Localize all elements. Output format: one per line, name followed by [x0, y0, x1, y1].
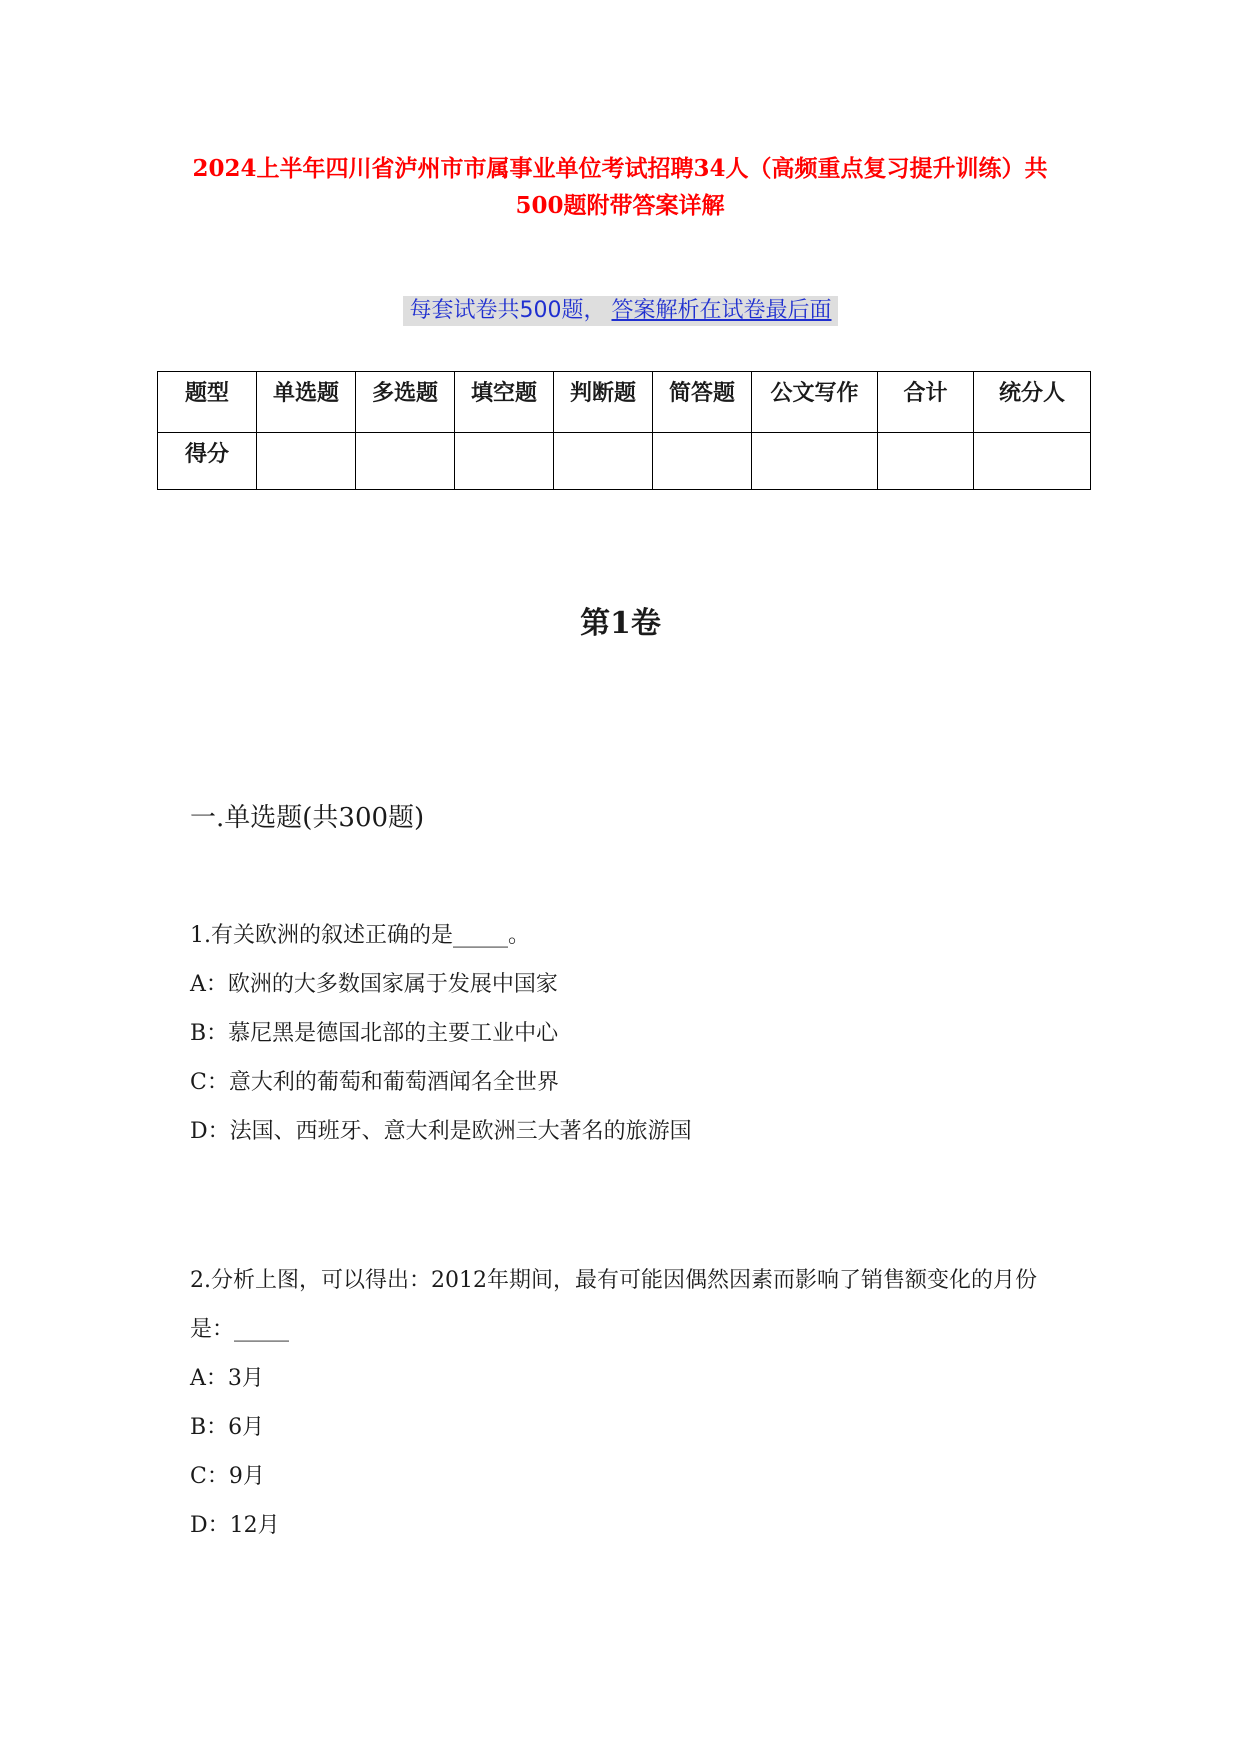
score-table-header-row: [158, 372, 1091, 433]
score-cell: [356, 433, 455, 490]
header-cell-scorer: 统分人: [974, 372, 1091, 433]
volume-title: 第1卷: [580, 606, 661, 641]
question-stem: 1.有关欧洲的叙述正确的是_____。: [190, 923, 530, 948]
document-title: 2024上半年四川省泸州市市属事业单位考试招聘34人（高频重点复习提升训练）共500题附带答案详解: [192, 155, 1048, 219]
header-cell-short-answer: 简答题: [653, 372, 752, 433]
option-d: D：法国、西班牙、意大利是欧洲三大著名的旅游国: [190, 1119, 692, 1144]
question-2: [190, 1256, 1070, 1550]
header-cell-true-false: 判断题: [554, 372, 653, 433]
option-b: B：慕尼黑是德国北部的主要工业中心: [190, 1021, 559, 1046]
option-c: C：意大利的葡萄和葡萄酒闻名全世界: [190, 1070, 559, 1095]
subtitle-part1: 每套试卷共500题，: [406, 296, 608, 326]
option-a: A：欧洲的大多数国家属于发展中国家: [190, 972, 558, 997]
section-title: 一.单选题(共300题): [190, 803, 425, 833]
question-stem: 2.分析上图，可以得出：2012年期间，最有可能因偶然因素而影响了销售额变化的月份是：_____: [190, 1268, 1037, 1342]
score-cell: [653, 433, 752, 490]
score-cell: [554, 433, 653, 490]
score-cell: [455, 433, 554, 490]
score-table: [157, 371, 1091, 490]
option-a: A：3月: [190, 1366, 264, 1391]
option-c: C：9月: [190, 1464, 265, 1489]
score-row-label: 得分: [158, 433, 257, 490]
header-cell-fill-blank: 填空题: [455, 372, 554, 433]
score-cell: [878, 433, 974, 490]
score-table-score-row: [158, 433, 1091, 490]
subtitle-banner: [0, 296, 1241, 326]
header-cell-type: 题型: [158, 372, 257, 433]
score-cell: [752, 433, 878, 490]
subtitle-text: [403, 296, 837, 326]
option-b: B：6月: [190, 1415, 265, 1440]
header-cell-single-choice: 单选题: [257, 372, 356, 433]
score-cell: [257, 433, 356, 490]
header-cell-multi-choice: 多选题: [356, 372, 455, 433]
header-cell-total: 合计: [878, 372, 974, 433]
score-cell: [974, 433, 1091, 490]
question-1: [190, 911, 1070, 1156]
subtitle-part2: 答案解析在试卷最后面: [608, 296, 834, 326]
header-cell-official-writing: 公文写作: [752, 372, 878, 433]
option-d: D：12月: [190, 1513, 280, 1538]
